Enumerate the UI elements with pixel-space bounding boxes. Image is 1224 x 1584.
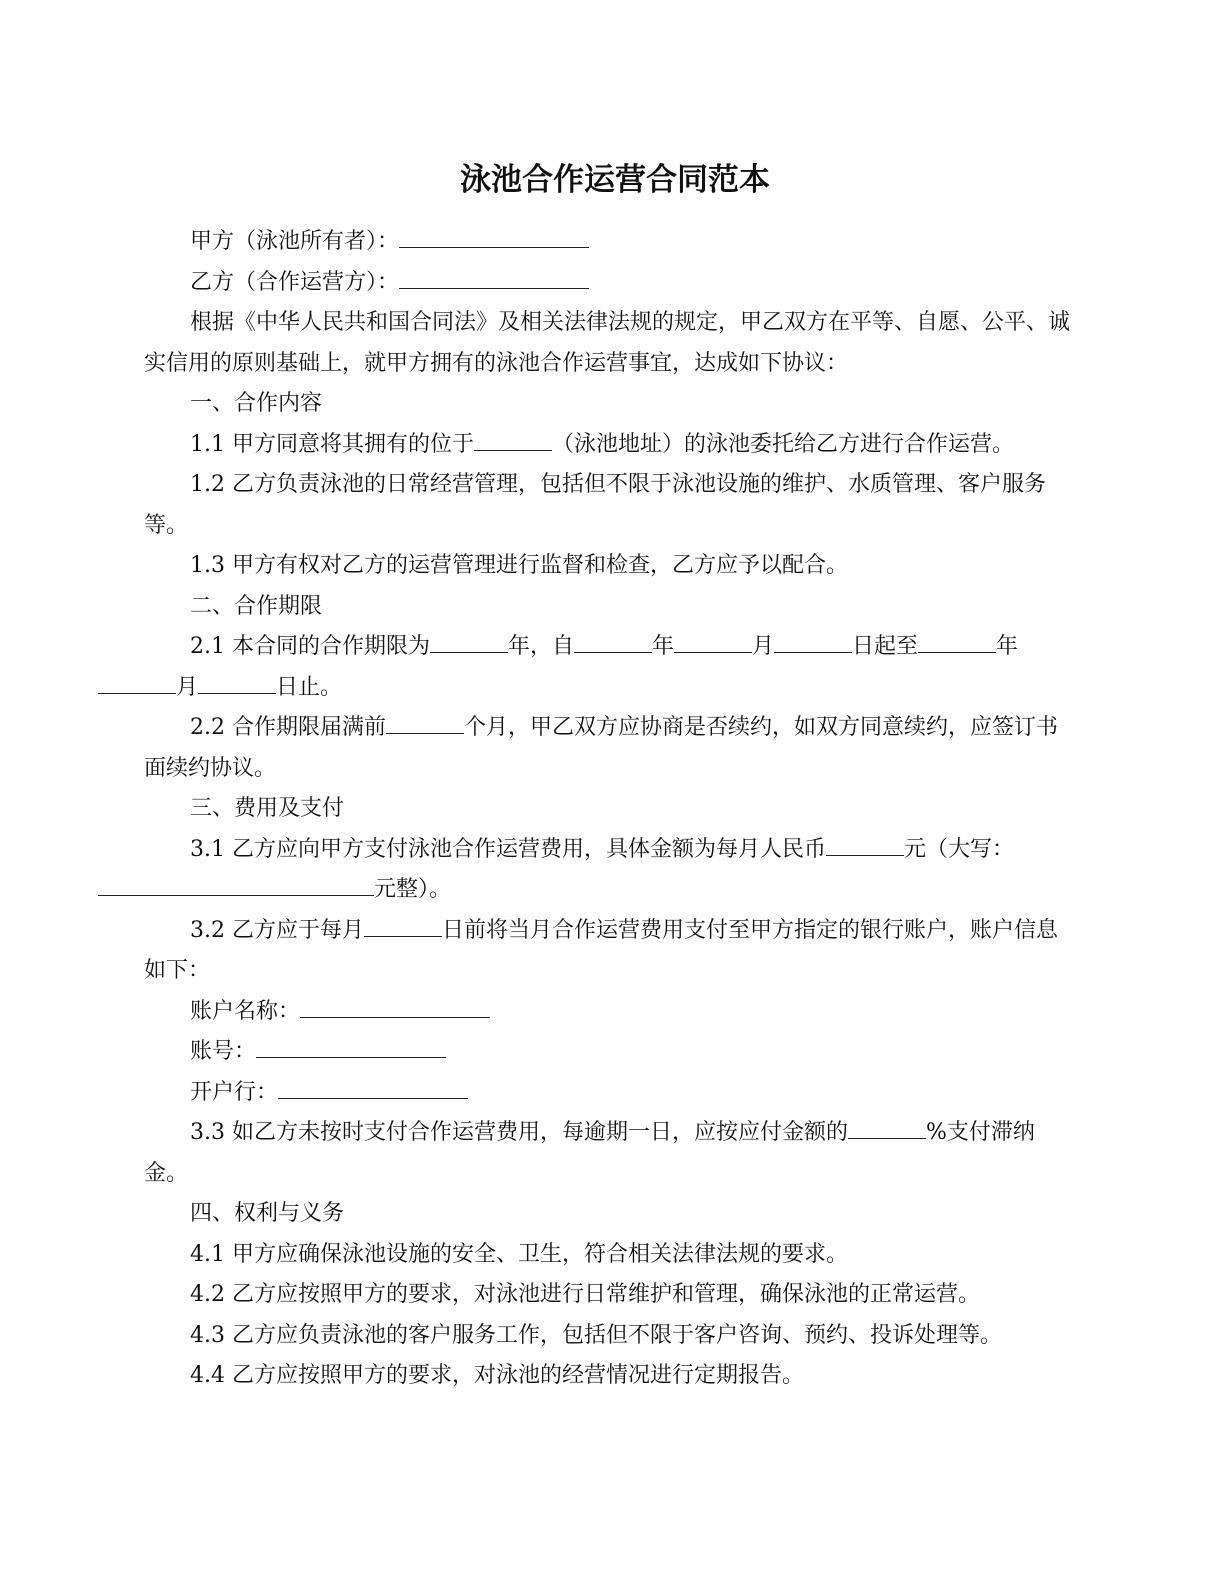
party-b-line (144, 263, 1074, 304)
fee-capital-blank (98, 874, 374, 896)
clause-1-3: 1.3 甲方有权对乙方的运营管理进行监督和检查，乙方应予以配合。 (190, 553, 848, 578)
clause-text: 月 (176, 674, 199, 700)
clause-text: 月 (752, 634, 775, 659)
clause-text: 3.1 乙方应向甲方支付泳池合作运营费用，具体金额为每月人民币 (190, 836, 826, 862)
address-blank (474, 429, 552, 451)
clause-text: （泳池地址）的泳池委托给乙方进行合作运营。 (551, 431, 1014, 457)
bank-line (144, 1073, 1074, 1114)
party-a-blank (399, 226, 589, 248)
end-month-blank (98, 672, 176, 694)
end-day-blank (198, 672, 276, 694)
account-name-blank (300, 996, 490, 1018)
document-title: 泳池合作运营合同范本 (460, 162, 770, 198)
clause-4-3: 4.3 乙方应负责泳池的客户服务工作，包括但不限于客户咨询、预约、投诉处理等。 (190, 1322, 1002, 1348)
clause-text: 日起至 (852, 634, 919, 659)
end-year-blank (918, 631, 996, 653)
party-b-label: 乙方（合作运营方）： (190, 269, 400, 295)
clause-1-2: 1.2 乙方负责泳池的日常经营管理，包括但不限于泳池设施的维护、水质管理、客户服务等。 (144, 472, 1046, 538)
account-number-label: 账号： (190, 1039, 257, 1064)
party-a-line (144, 222, 1074, 263)
clause-1-1 (144, 425, 1074, 466)
party-a-label: 甲方（泳池所有者）： (190, 229, 400, 254)
clause-text: 2.2 合作期限届满前 (190, 715, 386, 740)
clause-text: 年 (996, 634, 1019, 659)
bank-blank (278, 1077, 468, 1099)
section-heading-3: 三、费用及支付 (190, 796, 345, 821)
section-heading-1: 一、合作内容 (190, 391, 323, 416)
account-name-line (144, 992, 1074, 1033)
bank-label: 开户行： (190, 1079, 279, 1105)
clause-4-2: 4.2 乙方应按照甲方的要求，对泳池进行日常维护和管理，确保泳池的正常运营。 (190, 1282, 980, 1307)
clause-4-1: 4.1 甲方应确保泳池设施的安全、卫生，符合相关法律法规的要求。 (190, 1241, 848, 1267)
pay-day-blank (364, 915, 442, 937)
renewal-months-blank (386, 712, 464, 734)
account-number-line (144, 1032, 1074, 1073)
clause-text: 年，自 (507, 634, 574, 659)
clause-text: %支付滞纳金。 (144, 1120, 1035, 1186)
late-fee-rate-blank (848, 1117, 926, 1139)
term-years-blank (430, 631, 508, 653)
clause-2-2 (144, 708, 1074, 789)
clause-text: 3.3 如乙方未按时支付合作运营费用，每逾期一日，应按应付金额的 (190, 1120, 848, 1145)
clause-2-1 (144, 627, 1074, 708)
clause-text: 2.1 本合同的合作期限为 (190, 634, 430, 659)
clause-text: 年 (652, 634, 675, 659)
clause-text: 元整）。 (374, 877, 452, 902)
clause-text: 1.1 甲方同意将其拥有的位于 (190, 431, 474, 457)
clause-3-1 (144, 830, 1074, 911)
clause-text: 3.2 乙方应于每月 (190, 917, 364, 943)
preamble: 根据《中华人民共和国合同法》及相关法律法规的规定，甲乙双方在平等、自愿、公平、诚实信用的原则基础上，就甲方拥有的泳池合作运营事宜，达成如下协议： (144, 310, 1071, 376)
start-year-blank (574, 631, 652, 653)
clause-3-3 (144, 1113, 1074, 1194)
clause-4-4: 4.4 乙方应按照甲方的要求，对泳池的经营情况进行定期报告。 (190, 1363, 804, 1388)
account-name-label: 账户名称： (190, 998, 301, 1024)
account-number-blank (256, 1036, 446, 1058)
section-heading-2: 二、合作期限 (190, 593, 323, 619)
clause-3-2 (144, 911, 1074, 992)
clause-text: 日前将当月合作运营费用支付至甲方指定的银行账户，账户信息如下： (144, 917, 1058, 983)
section-heading-4: 四、权利与义务 (190, 1201, 345, 1226)
party-b-blank (399, 267, 589, 289)
clause-text: 个月，甲乙双方应协商是否续约，如双方同意续约，应签订书面续约协议。 (144, 715, 1058, 781)
start-day-blank (774, 631, 852, 653)
start-month-blank (674, 631, 752, 653)
clause-text: 日止。 (276, 674, 343, 700)
clause-text: 元（大写： (903, 836, 1014, 862)
fee-amount-blank (826, 834, 904, 856)
